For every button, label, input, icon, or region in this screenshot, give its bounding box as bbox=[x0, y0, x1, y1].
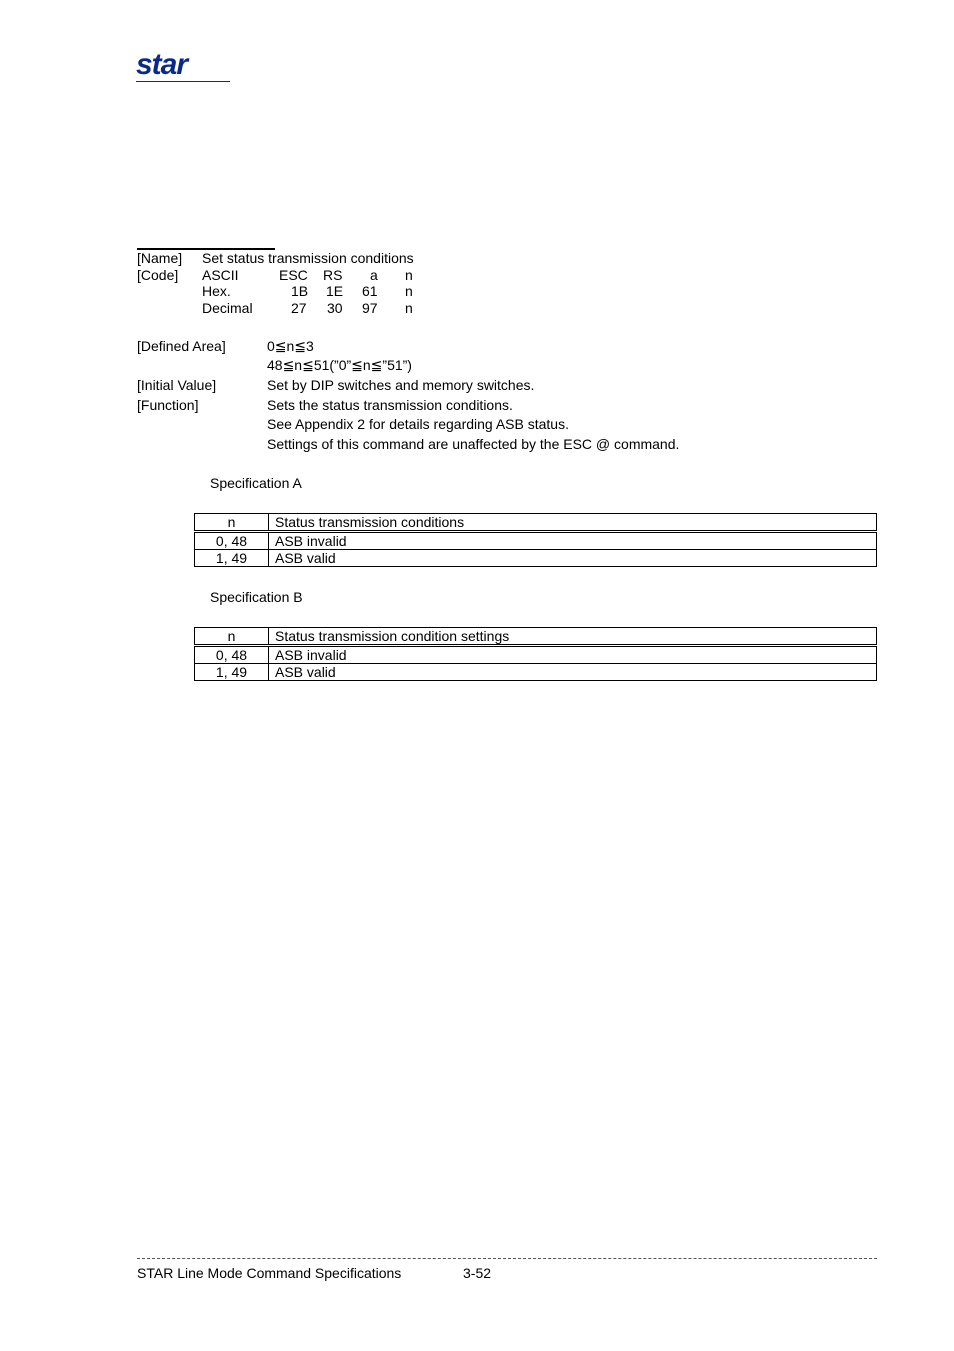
spec-a-title: Specification A bbox=[210, 475, 302, 491]
table-cell: ASB valid bbox=[269, 664, 877, 681]
code-kind: Decimal bbox=[202, 300, 253, 316]
code-label: [Code] bbox=[137, 267, 179, 283]
table-cell: 1, 49 bbox=[195, 550, 269, 567]
header-cell: Status transmission conditions bbox=[269, 514, 877, 532]
table-header-row bbox=[195, 514, 877, 532]
footer-rule bbox=[137, 1258, 877, 1259]
table-row bbox=[195, 532, 877, 550]
footer-title: STAR Line Mode Command Specifications bbox=[137, 1265, 402, 1281]
code-cell: 61 bbox=[362, 283, 378, 299]
spec-b-table bbox=[194, 627, 877, 681]
code-kind: ASCII bbox=[202, 267, 239, 283]
code-cell: a bbox=[370, 267, 378, 283]
footer-page-number: 3-52 bbox=[463, 1265, 492, 1281]
function-line: See Appendix 2 for details regarding ASB status. bbox=[267, 416, 569, 432]
spec-b-title: Specification B bbox=[210, 589, 303, 605]
function-label: [Function] bbox=[137, 397, 199, 413]
defined-area-line1: 0≦n≦3 bbox=[267, 338, 314, 354]
table-cell: ASB valid bbox=[269, 550, 877, 567]
table-cell: 0, 48 bbox=[195, 532, 269, 550]
table-row bbox=[195, 646, 877, 664]
defined-area-label: [Defined Area] bbox=[137, 338, 226, 354]
table-row bbox=[195, 550, 877, 567]
header-cell: n bbox=[195, 514, 269, 532]
name-label: [Name] bbox=[137, 250, 183, 266]
code-cell: RS bbox=[323, 267, 343, 283]
code-cell: n bbox=[405, 267, 413, 283]
function-line: Settings of this command are unaffected by the ESC @ command. bbox=[267, 436, 680, 452]
table-cell: 0, 48 bbox=[195, 646, 269, 664]
table-cell: ASB invalid bbox=[269, 532, 877, 550]
code-cell: 27 bbox=[291, 300, 307, 316]
code-cell: 1B bbox=[291, 283, 309, 299]
name-value: Set status transmission conditions bbox=[202, 250, 414, 266]
code-cell: n bbox=[405, 300, 413, 316]
function-line: Sets the status transmission conditions. bbox=[267, 397, 513, 413]
code-cell: 30 bbox=[327, 300, 343, 316]
star-logo: star bbox=[136, 48, 188, 81]
code-cell: n bbox=[405, 283, 413, 299]
table-row bbox=[195, 664, 877, 681]
table-header-row bbox=[195, 628, 877, 646]
header-cell: Status transmission condition settings bbox=[269, 628, 877, 646]
initial-value-text: Set by DIP switches and memory switches. bbox=[267, 377, 535, 393]
logo-underline bbox=[136, 81, 230, 82]
code-kind: Hex. bbox=[202, 283, 231, 299]
code-cell: ESC bbox=[279, 267, 308, 283]
initial-value-label: [Initial Value] bbox=[137, 377, 217, 393]
spec-a-table bbox=[194, 513, 877, 567]
header-cell: n bbox=[195, 628, 269, 646]
code-cell: 1E bbox=[326, 283, 344, 299]
code-cell: 97 bbox=[362, 300, 378, 316]
table-cell: 1, 49 bbox=[195, 664, 269, 681]
defined-area-line2: 48≦n≦51(”0”≦n≦”51”) bbox=[267, 357, 412, 373]
table-cell: ASB invalid bbox=[269, 646, 877, 664]
